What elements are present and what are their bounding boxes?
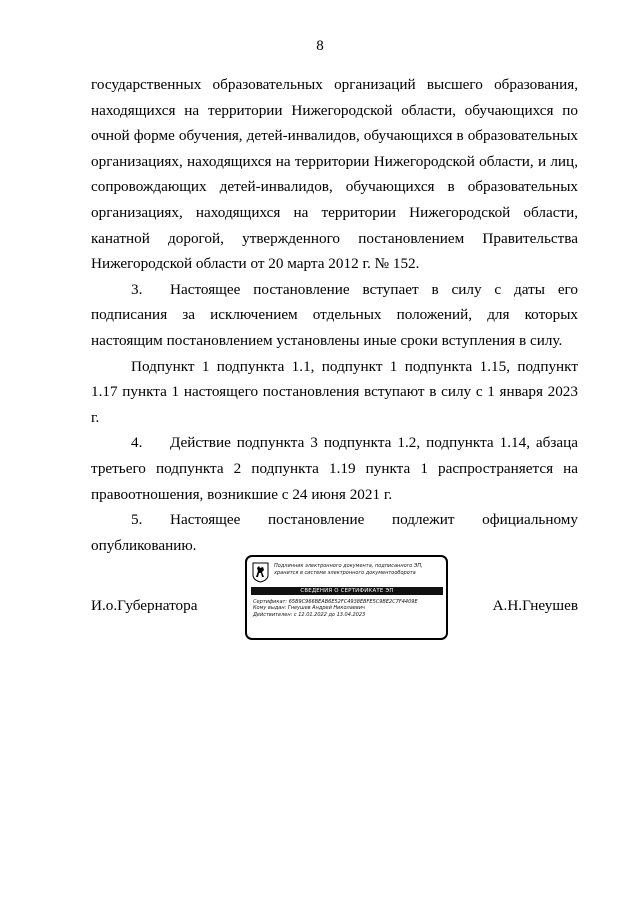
paragraph-4-number: 4. bbox=[131, 434, 143, 452]
signatory-name: А.Н.Гнеушев bbox=[492, 597, 578, 614]
paragraph-5-number: 5. bbox=[131, 511, 143, 529]
stamp-valid-row bbox=[253, 612, 445, 618]
paragraph-3 bbox=[91, 277, 578, 354]
stamp-title-bar: СВЕДЕНИЯ О СЕРТИФИКАТЕ ЭП bbox=[251, 587, 443, 595]
paragraph-3-subclause: Подпункт 1 подпункта 1.1, подпункт 1 подпункта 1.15, подпункт 1.17 пункта 1 настоящего постановления вступают в силу с 1 января 2023 г. bbox=[91, 357, 578, 426]
paragraph-continuation: государственных образовательных организаций высшего образования, находящихся на территории Нижегородской области, обучающихся по очной форме обучения, детей-инвалидов, обучающихся в образовательных организациях, находящихся на территории Нижегородской области, и лиц, сопровождающих детей-инвалидов, обучающихся в образовательных организациях, находящихся на территории Нижегородской области, канатной дорогой, утвержденного постановлением Правительства Нижегородской области от 20 марта 2012 г. № 152. bbox=[91, 76, 578, 273]
stamp-valid-value: с 12.01.2022 до 13.04.2023 bbox=[293, 611, 366, 618]
paragraph-5-text: Настоящее постановление подлежит официальному опубликованию. bbox=[91, 511, 578, 554]
stamp-cert-label: Сертификат: bbox=[253, 599, 288, 605]
stamp-cert-value: 65B9C966BEAB6E52FC4938EBFE5C9BE2C7F4409E bbox=[288, 599, 418, 605]
stamp-header-line2: хранится в системе электронного документооборота bbox=[274, 569, 416, 576]
paragraph-3-number: 3. bbox=[131, 280, 143, 298]
page-number: 8 bbox=[316, 38, 324, 54]
paragraph-4-text: Действие подпункта 3 подпункта 1.2, подпункта 1.14, абзаца третьего подпункта 2 подпункта 1.19 пункта 1 распространяется на правоотношения, возникшие с 24 июня 2021 г. bbox=[91, 434, 578, 503]
paragraph-5 bbox=[91, 507, 578, 558]
stamp-valid-label: Действителен: bbox=[253, 611, 293, 618]
stamp-issued-label: Кому выдан: bbox=[253, 605, 287, 612]
signatory-title: И.о.Губернатора bbox=[91, 597, 198, 614]
document-body bbox=[91, 72, 578, 558]
electronic-signature-stamp bbox=[245, 555, 448, 640]
stamp-header-line1: Подлинник электронного документа, подписанного ЭП, bbox=[274, 563, 423, 569]
stamp-details bbox=[253, 599, 445, 618]
stamp-header bbox=[274, 563, 446, 576]
stamp-issued-value: Гнеушев Андрей Николаевич bbox=[287, 605, 365, 612]
paragraph-4 bbox=[91, 430, 578, 507]
paragraph-3-text: Настоящее постановление вступает в силу с даты его подписания за исключением отдельных положений, для которых настоящим постановлением установлены иные сроки вступления в силу. bbox=[91, 280, 578, 349]
coat-of-arms-icon bbox=[252, 562, 269, 583]
